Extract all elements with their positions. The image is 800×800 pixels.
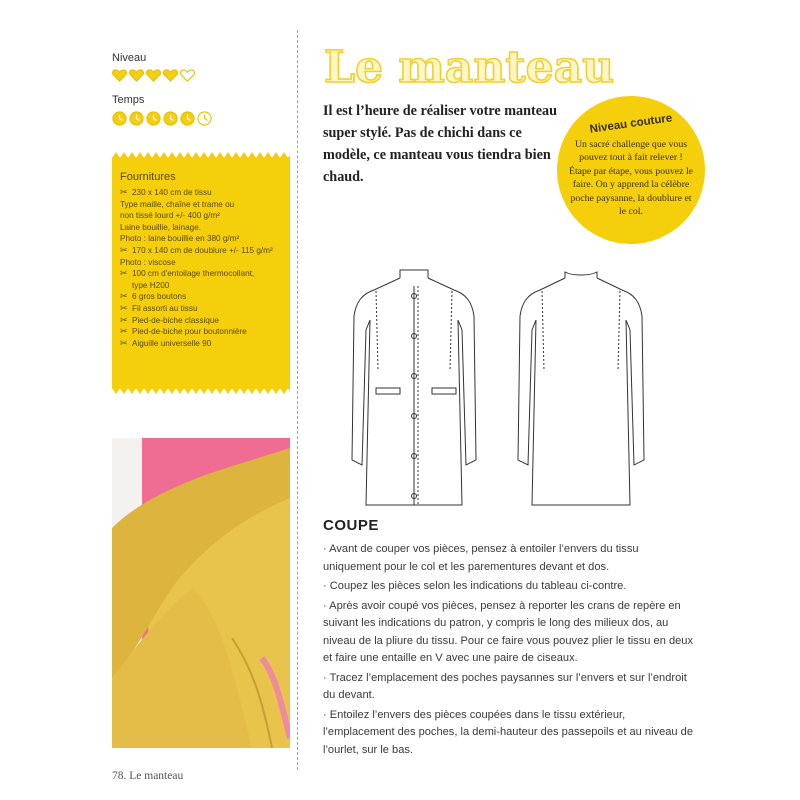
- temps-rating: [112, 111, 290, 126]
- fournitures-item-text: [120, 233, 239, 245]
- coupe-heading: COUPE: [323, 517, 379, 534]
- fournitures-line: Photo : viscose: [120, 257, 176, 267]
- fournitures-item: [120, 199, 282, 222]
- fournitures-item-text: [120, 257, 176, 269]
- fournitures-item: [120, 326, 282, 338]
- fournitures-line: 6 gros boutons: [132, 292, 187, 302]
- fournitures-item: [120, 257, 282, 269]
- fournitures-line: 170 x 140 cm de doublure +/- 115 g/m²: [132, 245, 273, 255]
- clock-filled-icon: [112, 111, 127, 126]
- clock-empty-icon: [197, 111, 212, 126]
- fournitures-line: Type maille, chaîne et trame ou: [120, 199, 235, 209]
- scissors-icon: ✂: [120, 187, 128, 197]
- fournitures-item-text: [132, 326, 247, 338]
- fournitures-line: 100 cm d'entoilage thermocollant,: [132, 269, 255, 279]
- fournitures-item-text: [120, 199, 234, 222]
- heart-filled-icon: [146, 69, 161, 82]
- heart-filled-icon: [112, 69, 127, 82]
- coupe-item: · Avant de couper vos pièces, pensez à entoiler l’envers du tissu uniquement pour le col et les parementures devant et dos.: [323, 543, 639, 573]
- fournitures-item: [120, 303, 282, 315]
- scissors-icon: ✂: [120, 314, 128, 325]
- coupe-item: · Entoilez l’envers des pièces coupées dans le tissu extérieur, l’emplacement des poches, la demi-hauteur des passepoils et au niveau de l’ourlet, sur le bas.: [323, 708, 694, 756]
- clock-filled-icon: [180, 111, 195, 126]
- clock-filled-icon: [146, 111, 161, 126]
- scissors-icon: ✂: [120, 326, 128, 337]
- niveau-label: Niveau: [112, 52, 147, 64]
- niveau-rating: [112, 69, 290, 82]
- coupe-item: · Après avoir coupé vos pièces, pensez à reporter les crans de repère en suivant les indications du patron, y compris le long des milieux dos, au niveau de la pliure du tissu. Pour ce faire vous pouvez plier le tissu en deux et faire une entaille en V avec une paire de ciseaux.: [323, 599, 694, 664]
- heart-empty-icon: [180, 69, 195, 82]
- fournitures-item-text: [132, 268, 254, 291]
- footer-label: Le manteau: [129, 770, 184, 782]
- heart-filled-icon: [129, 69, 144, 82]
- fournitures-item-text: [132, 245, 273, 257]
- fournitures-item-text: [132, 291, 186, 303]
- fournitures-item: [120, 268, 282, 291]
- scissors-icon: ✂: [120, 337, 128, 348]
- fournitures-item: [120, 245, 282, 257]
- niveau-couture-badge: [557, 96, 705, 244]
- fournitures-line: Photo : laine bouillie en 380 g/m²: [120, 234, 240, 244]
- fournitures-line: Fil assorti au tissu: [132, 303, 198, 313]
- coupe-list: [323, 541, 695, 761]
- fournitures-line: type H200: [132, 280, 170, 290]
- fournitures-title: Fournitures: [120, 171, 176, 183]
- clock-filled-icon: [129, 111, 144, 126]
- coupe-item: · Coupez les pièces selon les indications du tableau ci-contre.: [323, 580, 627, 592]
- fournitures-list: [120, 187, 282, 349]
- coat-photo: [112, 438, 290, 748]
- column-divider: [297, 30, 298, 770]
- page-number: 78.: [112, 770, 127, 782]
- clock-filled-icon: [163, 111, 178, 126]
- fournitures-box: [112, 157, 290, 389]
- fournitures-item: [120, 233, 282, 245]
- zigzag-edge-bottom: [112, 388, 290, 394]
- fournitures-item-text: [132, 338, 211, 350]
- coat-technical-drawings: [340, 260, 690, 515]
- coupe-item: · Tracez l’emplacement des poches paysannes sur l’envers et sur l’endroit du devant.: [323, 671, 687, 701]
- scissors-icon: ✂: [120, 244, 128, 255]
- fournitures-line: Laine bouillie, lainage.: [120, 222, 202, 232]
- fournitures-item: [120, 187, 282, 199]
- coat-front-drawing: [352, 270, 476, 505]
- intro-text: Il est l’heure de réaliser votre manteau super stylé. Pas de chichi dans ce modèle, ce manteau vous tiendra bien chaud.: [323, 103, 558, 185]
- fournitures-item-text: [132, 303, 198, 315]
- fournitures-line: Aiguille universelle 90: [132, 338, 212, 348]
- page-title: [322, 36, 652, 92]
- badge-text: Un sacré challenge que vous pouvez tout à fait relever ! Étape par étape, vous pouvez le faire. On y apprend la célèbre poche paysanne, la doublure et le col.: [568, 139, 694, 218]
- zigzag-edge-top: [112, 152, 290, 158]
- fournitures-line: non tissé lourd +/- 400 g/m²: [120, 211, 220, 221]
- coat-back-drawing: [518, 272, 644, 505]
- fournitures-item: [120, 291, 282, 303]
- scissors-icon: ✂: [120, 302, 128, 313]
- fournitures-line: 230 x 140 cm de tissu: [132, 188, 212, 197]
- scissors-icon: ✂: [120, 291, 128, 302]
- fournitures-item: [120, 315, 282, 327]
- badge-title: Niveau couture: [589, 112, 673, 136]
- fournitures-item-text: [132, 315, 219, 327]
- fournitures-item-text: [120, 222, 201, 234]
- fournitures-line: Pied-de-biche pour boutonnière: [132, 327, 247, 337]
- page-footer: [112, 770, 183, 782]
- fournitures-item: [120, 338, 282, 350]
- temps-label: Temps: [112, 94, 145, 106]
- meta-block: [112, 52, 290, 126]
- fournitures-line: Pied-de-biche classique: [132, 315, 219, 325]
- fournitures-item-text: [132, 187, 212, 199]
- heart-filled-icon: [163, 69, 178, 82]
- fournitures-item: [120, 222, 282, 234]
- page-title-text: Le manteau: [324, 42, 615, 92]
- scissors-icon: ✂: [120, 268, 128, 279]
